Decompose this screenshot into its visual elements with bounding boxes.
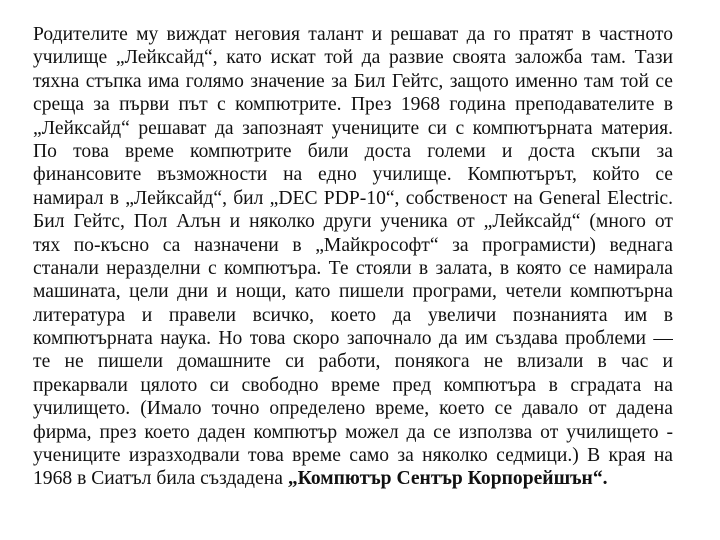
paragraph <box>33 23 673 491</box>
paragraph-line: те не пишели домашните си работи, понякога не влизали в час и <box>33 351 673 373</box>
paragraph-line: компютърната наука. Но това скоро започнало да им създава проблеми — <box>33 328 673 350</box>
paragraph-line: тях по-късно са назначени в „Майкрософт“ за програмисти) веднага <box>33 234 673 256</box>
paragraph-line: намирал в „Лейксайд“, бил „DEC PDP-10“, собственост на General Electric. <box>33 187 673 209</box>
paragraph-line: „Лейксайд“ решават да запознаят учениците си с компютърната материя. <box>33 117 673 139</box>
paragraph-line: училище „Лейксайд“, като искат той да развие своята заложба там. Тази <box>33 47 673 69</box>
last-line-text: 1968 в Сиатъл била създадена <box>33 468 288 490</box>
paragraph-line: тяхна стъпка има голямо значение за Бил Гейтс, защото именно там той се <box>33 70 673 92</box>
paragraph-line: прекарвали цялото си свободно време пред компютъра в сградата на <box>33 374 673 396</box>
paragraph-last-line <box>33 467 673 490</box>
paragraph-line: учениците изразходвали това време само за няколко седмици.) В края на <box>33 445 673 467</box>
paragraph-line: Родителите му виждат неговия талант и решават да го пратят в частното <box>33 24 673 45</box>
paragraph-line: машината, цели дни и нощи, като пишели програми, четели компютърна <box>33 281 673 303</box>
paragraph-line: Бил Гейтс, Пол Алън и няколко други ученика от „Лейксайд“ (много от <box>33 211 673 233</box>
paragraph-line: среща за първи път с компютрите. През 1968 година преподавателите в <box>33 94 673 116</box>
company-name-bold: „Компютър Сентър Корпорейшън“. <box>287 468 608 490</box>
paragraph-line: станали неразделни с компютъра. Те стояли в залата, в която се намирала <box>33 257 673 279</box>
paragraph-line: литература и правели всичко, което да увеличи познанията им в <box>33 304 673 326</box>
paragraph-line: училището. (Имало точно определено време, което се давало от дадена <box>33 398 673 420</box>
paragraph-line: финансовите възможности на едно училище. Компютърът, който се <box>33 164 673 186</box>
paragraph-line: фирма, през което даден компютър можел да се използва от училището - <box>33 421 673 443</box>
paragraph-line: По това време компютрите били доста големи и доста скъпи за <box>33 140 673 162</box>
